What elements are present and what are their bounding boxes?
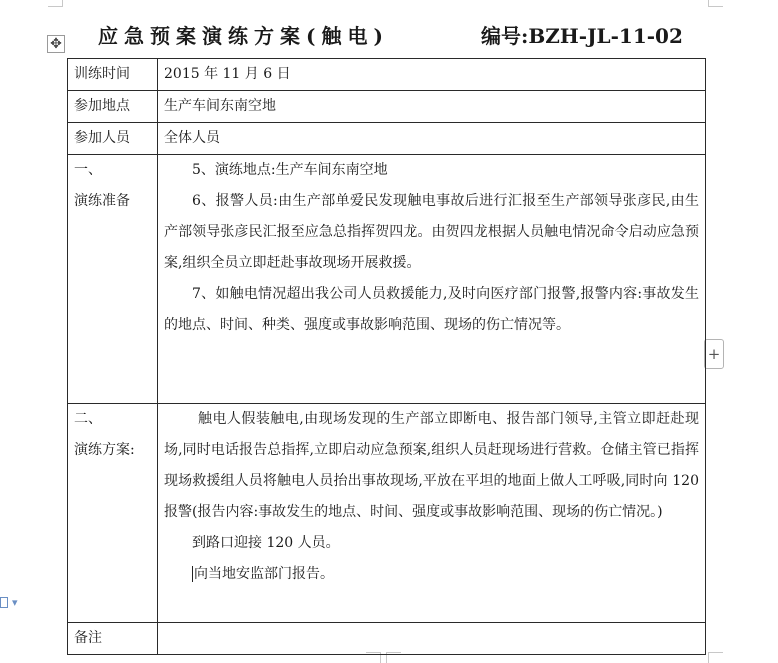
plan-content[interactable] xyxy=(158,404,706,623)
table-row-prep xyxy=(68,155,706,404)
place-value[interactable]: 生产车间东南空地 xyxy=(158,91,706,123)
plan-paragraph-text: 向当地安监部门报告。 xyxy=(194,566,334,582)
page-corner-mark-bottom-right xyxy=(708,652,723,663)
time-value[interactable]: 2015 年 11 月 6 日 xyxy=(158,59,706,91)
table-row-people xyxy=(68,123,706,155)
table-row-place xyxy=(68,91,706,123)
prep-label-cell xyxy=(68,155,158,404)
document-header xyxy=(98,20,698,50)
table-move-handle-icon[interactable]: ✥ xyxy=(47,35,65,53)
add-row-plus-icon[interactable]: + xyxy=(704,339,724,369)
document-title: 应急预案演练方案(触电) xyxy=(98,24,389,48)
place-label: 参加地点 xyxy=(68,91,158,123)
text-cursor xyxy=(192,566,193,582)
plan-label-number: 二、 xyxy=(74,411,102,427)
table-row-time xyxy=(68,59,706,91)
prep-paragraph: 5、演练地点:生产车间东南空地 xyxy=(192,162,388,178)
notes-label: 备注 xyxy=(68,623,158,655)
notes-value[interactable] xyxy=(158,623,706,655)
plan-paragraph-with-cursor xyxy=(164,559,699,590)
people-value[interactable]: 全体人员 xyxy=(158,123,706,155)
plan-paragraph: 到路口迎接 120 人员。 xyxy=(192,535,340,551)
prep-label-number: 一、 xyxy=(74,162,102,178)
plan-label: 演练方案: xyxy=(74,442,135,458)
document-number xyxy=(481,20,683,49)
plan-label-cell xyxy=(68,404,158,623)
drill-plan-table xyxy=(67,58,706,655)
table-row-plan xyxy=(68,404,706,623)
prep-paragraph: 6、报警人员:由生产部单爱民发现触电事故后进行汇报至生产部领导张彦民,由生产部领导张彦民汇报至应急总指挥贺四龙。由贺四龙根据人员触电情况命令启动应急预案,组织全员立即赶赴事故现场开展救援。 xyxy=(164,193,699,271)
people-label: 参加人员 xyxy=(68,123,158,155)
plan-paragraph: 触电人假装触电,由现场发现的生产部立即断电、报告部门领导,主管立即赶赴现场,同时电话报告总指挥,立即启动应急预案,组织人员赶现场进行营救。仓储主管已指挥现场救援组人员将触电人员抬出事故现场,平放在平坦的地面上做人工呼吸,同时向 120 报警(报告内容:事故发生的地点、时间、强度或事故影响范围、现场的伤亡情况。) xyxy=(164,411,699,520)
document-icon[interactable]: ▾ xyxy=(0,594,24,610)
time-label: 训练时间 xyxy=(68,59,158,91)
prep-content[interactable] xyxy=(158,155,706,404)
page-corner-mark-top-right xyxy=(708,0,723,7)
table-row-notes xyxy=(68,623,706,655)
page-corner-mark-top-left xyxy=(48,0,63,7)
document-number-label: 编号: xyxy=(481,24,529,48)
document-number-value: BZH-JL-11-02 xyxy=(528,24,683,48)
prep-paragraph: 7、如触电情况超出我公司人员救援能力,及时向医疗部门报警,报警内容:事故发生的地点、时间、种类、强度或事故影响范围、现场的伤亡情况等。 xyxy=(164,286,699,333)
prep-label: 演练准备 xyxy=(74,193,130,209)
